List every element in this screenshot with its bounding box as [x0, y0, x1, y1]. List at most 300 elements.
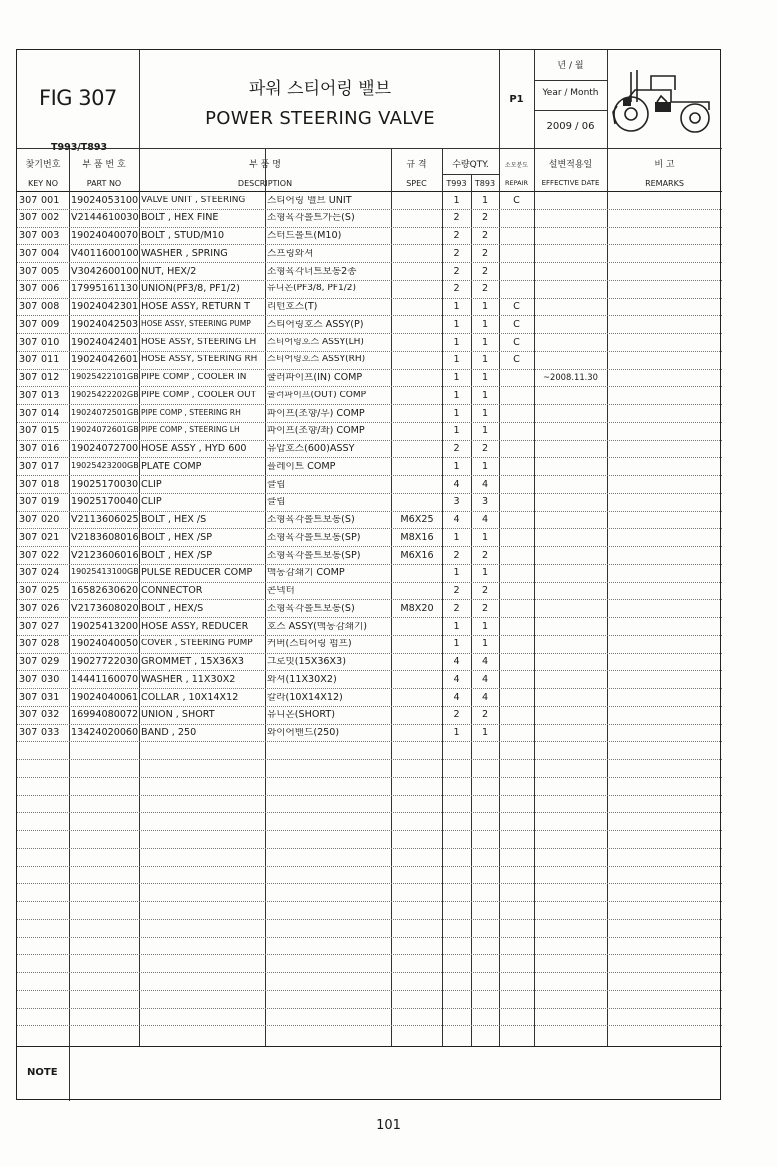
row-divider — [17, 919, 722, 920]
row-divider — [17, 422, 722, 423]
cell-part: 19024042503 — [71, 319, 139, 330]
cell-part: 19025422202GB — [71, 390, 139, 399]
row-divider — [17, 262, 722, 263]
cell-t993: 1 — [453, 568, 460, 578]
cell-t893: 3 — [481, 497, 489, 507]
cell-desc-ko: 클립 — [267, 497, 286, 507]
row-divider — [17, 227, 722, 228]
col-desc-ko: 부 품 명 — [249, 160, 281, 170]
cell-key: 028 — [41, 639, 60, 649]
cell-t893: 4 — [481, 515, 489, 525]
col-spec-ko: 규 격 — [406, 160, 427, 170]
cell-fig: 307 — [19, 302, 38, 312]
cell-part: 19027722030 — [71, 657, 139, 667]
row-divider — [17, 706, 722, 707]
cell-desc-en: PIPE COMP , STEERING RH — [141, 408, 241, 417]
row-divider — [17, 724, 722, 725]
cell-spec: M8X16 — [400, 532, 434, 543]
tractor-icon — [609, 62, 713, 142]
cell-part: 14441160070 — [71, 674, 139, 685]
cell-part: 19024040061 — [71, 692, 139, 703]
cell-fig: 307 — [19, 426, 38, 436]
year-month-label: Year / Month — [542, 88, 599, 98]
row-divider — [17, 759, 722, 760]
cell-part: 16582630620 — [71, 586, 139, 596]
row-divider — [17, 795, 722, 796]
cell-t893: 1 — [481, 728, 489, 738]
cell-fig: 307 — [19, 586, 38, 596]
cell-key: 015 — [41, 426, 60, 436]
cell-t893: 4 — [481, 674, 489, 685]
cell-desc-ko: 소형육각볼트보통(S) — [267, 515, 355, 525]
col-qty-t893: T893 — [474, 179, 496, 188]
cell-t993: 1 — [453, 337, 460, 348]
cell-fig: 307 — [19, 674, 38, 685]
cell-key: 031 — [41, 692, 60, 703]
cell-repair: C — [513, 337, 520, 348]
cell-desc-en: HOSE ASSY , HYD 600 — [141, 444, 247, 454]
row-divider — [17, 351, 722, 352]
cell-desc-ko: 소형육각볼트보통(SP) — [267, 532, 361, 543]
cell-fig: 307 — [19, 213, 38, 223]
cell-repair: C — [513, 355, 520, 365]
cell-desc-en: PULSE REDUCER COMP — [141, 568, 253, 578]
cell-key: 026 — [41, 603, 60, 614]
row-divider — [17, 972, 722, 973]
row-divider — [17, 901, 722, 902]
cell-t893: 1 — [481, 426, 489, 436]
cell-part: 19024040050 — [71, 639, 139, 649]
cell-t893: 2 — [481, 266, 489, 277]
cell-part: V2173608020 — [71, 603, 139, 614]
row-divider — [17, 493, 722, 494]
cell-desc-ko: 유니온(SHORT) — [267, 710, 335, 720]
cell-desc-ko: 스티어링 밸브 UNIT — [267, 195, 352, 206]
cell-desc-en: CLIP — [141, 479, 162, 490]
cell-desc-ko: 소형육각너트보통2종 — [267, 266, 357, 277]
cell-t893: 1 — [481, 373, 489, 383]
cell-desc-en: GROMMET , 15X36X3 — [141, 657, 244, 667]
cell-fig: 307 — [19, 195, 38, 206]
row-divider — [17, 369, 722, 370]
row-divider — [17, 617, 722, 618]
row-divider — [17, 990, 722, 991]
cell-key: 029 — [41, 657, 60, 667]
figure-number: FIG 307 — [39, 86, 117, 110]
cell-part: 19024042301 — [71, 302, 139, 312]
cell-repair: C — [513, 195, 520, 206]
page-number: 101 — [376, 1118, 401, 1133]
cell-desc-ko: 커버(스티어링 펌프) — [267, 639, 352, 649]
cell-t993: 1 — [453, 373, 460, 383]
cell-t993: 2 — [453, 710, 460, 720]
col-effective-ko: 설변적용일 — [548, 160, 593, 170]
cell-fig: 307 — [19, 639, 38, 649]
row-divider — [17, 244, 722, 245]
cell-desc-ko: 쿨러파이프(OUT) COMP — [267, 390, 367, 400]
row-divider — [17, 280, 722, 281]
cell-desc-ko: 스티어링호스 ASSY(LH) — [267, 337, 364, 347]
cell-desc-en: VALVE UNIT , STEERING — [141, 195, 246, 205]
cell-desc-ko: 리턴호스(T) — [267, 302, 318, 312]
cell-key: 014 — [41, 408, 60, 419]
cell-key: 008 — [41, 302, 60, 312]
cell-fig: 307 — [19, 319, 38, 330]
cell-t893: 2 — [481, 213, 489, 223]
cell-part: 19025423200GB — [71, 461, 139, 470]
issue-date: 2009 / 06 — [546, 121, 595, 132]
cell-desc-en: BOLT , HEX /S — [141, 515, 207, 525]
row-divider — [17, 315, 722, 316]
row-divider — [17, 688, 722, 689]
cell-fig: 307 — [19, 373, 38, 383]
cell-t993: 2 — [453, 603, 460, 614]
cell-part: V4011600100 — [71, 248, 139, 259]
cell-part: 16994080072 — [71, 710, 139, 720]
col-remarks-ko: 비 고 — [654, 160, 675, 170]
cell-t893: 2 — [481, 586, 489, 596]
cell-t993: 1 — [453, 728, 460, 738]
cell-t893: 2 — [481, 550, 489, 561]
cell-key: 032 — [41, 710, 60, 720]
row-divider — [17, 741, 722, 742]
col-qty: 수량QTY. — [452, 160, 489, 170]
cell-t893: 1 — [481, 639, 489, 649]
cell-fig: 307 — [19, 337, 38, 348]
cell-part: 13424020060 — [71, 728, 139, 738]
cell-desc-ko: 와셔(11X30X2) — [267, 674, 337, 685]
cell-key: 027 — [41, 621, 60, 632]
cell-desc-en: PIPE COMP , COOLER IN — [141, 373, 247, 382]
cell-t993: 2 — [453, 231, 460, 241]
row-divider — [17, 475, 722, 476]
cell-spec: M6X16 — [400, 550, 434, 561]
cell-desc-ko: 소형육각볼트보통(SP) — [267, 550, 361, 561]
cell-desc-en: CONNECTOR — [141, 586, 203, 596]
cell-spec: M8X20 — [400, 603, 434, 614]
cell-t893: 1 — [481, 408, 489, 419]
cell-t993: 4 — [453, 515, 460, 525]
cell-t993: 2 — [453, 213, 460, 223]
cell-t893: 1 — [481, 461, 489, 472]
row-divider — [17, 937, 722, 938]
cell-effective: ~2008.11.30 — [543, 373, 598, 382]
cell-key: 017 — [41, 461, 60, 472]
cell-desc-ko: 스티어링호스 ASSY(P) — [267, 319, 364, 330]
cell-t993: 2 — [453, 266, 460, 277]
cell-t993: 2 — [453, 586, 460, 596]
row-divider — [17, 386, 722, 387]
cell-part: 19024042601 — [71, 355, 139, 365]
row-divider — [17, 599, 722, 600]
col-repair: REPAIR — [504, 179, 528, 187]
cell-desc-ko: 소형육각볼트가는(S) — [267, 213, 355, 223]
cell-fig: 307 — [19, 266, 38, 277]
cell-t993: 1 — [453, 302, 460, 312]
cell-desc-ko: 맥동감쇄기 COMP — [267, 568, 345, 578]
cell-key: 010 — [41, 337, 60, 348]
cell-desc-ko: 쿨러파이프(IN) COMP — [267, 373, 363, 383]
page-code: P1 — [509, 94, 524, 105]
cell-desc-ko: 콘넥터 — [267, 586, 295, 596]
cell-fig: 307 — [19, 728, 38, 738]
cell-t993: 4 — [453, 674, 460, 685]
cell-t993: 3 — [453, 497, 460, 507]
cell-key: 019 — [41, 497, 60, 507]
cell-fig: 307 — [19, 390, 38, 401]
cell-t993: 1 — [453, 390, 460, 401]
row-divider — [17, 653, 722, 654]
cell-desc-en: BOLT , HEX /SP — [141, 532, 213, 543]
cell-part: 19025170030 — [71, 479, 139, 490]
cell-t993: 1 — [453, 355, 460, 365]
cell-desc-ko: 그로밋(15X36X3) — [267, 657, 346, 667]
col-effective-date: EFFECTIVE DATE — [541, 179, 600, 187]
cell-spec: M6X25 — [400, 515, 434, 525]
row-divider — [17, 298, 722, 299]
cell-fig: 307 — [19, 497, 38, 507]
cell-key: 009 — [41, 319, 60, 330]
cell-part: 19024053100 — [71, 195, 139, 206]
cell-t993: 2 — [453, 444, 460, 454]
cell-part: 19024072601GB — [71, 426, 139, 435]
title-korean: 파워 스티어링 밸브 — [248, 79, 392, 99]
row-divider — [17, 830, 722, 831]
cell-t993: 4 — [453, 657, 460, 667]
cell-fig: 307 — [19, 444, 38, 454]
cell-fig: 307 — [19, 479, 38, 490]
cell-t993: 1 — [453, 532, 460, 543]
row-divider — [17, 546, 722, 547]
cell-desc-ko: 스터드볼트(M10) — [267, 231, 342, 241]
row-divider — [17, 528, 722, 529]
cell-fig: 307 — [19, 568, 38, 578]
col-remarks: REMARKS — [645, 179, 684, 188]
cell-repair: C — [513, 302, 520, 312]
row-divider — [17, 582, 722, 583]
cell-t893: 1 — [481, 568, 489, 578]
row-divider — [17, 564, 722, 565]
cell-t893: 4 — [481, 479, 489, 490]
cell-part: 19024040070 — [71, 231, 139, 241]
cell-desc-ko: 파이프(조향/좌) COMP — [267, 426, 365, 436]
cell-desc-en: HOSE ASSY, STEERING RH — [141, 355, 258, 365]
cell-fig: 307 — [19, 692, 38, 703]
cell-key: 011 — [41, 355, 60, 365]
cell-desc-ko: 호스 ASSY(맥동감쇄기) — [267, 621, 368, 632]
row-divider — [17, 333, 722, 334]
cell-t993: 1 — [453, 639, 460, 649]
cell-desc-ko: 유압호스(600)ASSY — [267, 444, 355, 454]
cell-t893: 1 — [481, 319, 489, 330]
cell-desc-en: BOLT , STUD/M10 — [141, 231, 225, 241]
cell-desc-en: BOLT , HEX/S — [141, 603, 204, 614]
col-qty-t993: T993 — [446, 179, 467, 188]
cell-desc-ko: 파이프(조향/우) COMP — [267, 408, 365, 419]
cell-t993: 2 — [453, 284, 460, 294]
cell-key: 033 — [41, 728, 60, 738]
cell-desc-ko: 와이어밴드(250) — [267, 728, 340, 738]
cell-key: 004 — [41, 248, 60, 259]
cell-desc-ko: 클립 — [267, 479, 286, 490]
cell-t893: 4 — [481, 657, 489, 667]
cell-part: V2183608016 — [71, 532, 139, 543]
cell-desc-en: HOSE ASSY, STEERING PUMP — [141, 319, 251, 328]
col-key-ko: 찾기번호 — [25, 160, 61, 170]
title-english: POWER STEERING VALVE — [205, 108, 435, 129]
cell-desc-en: PIPE COMP , COOLER OUT — [141, 390, 257, 400]
cell-part: 19025413100GB — [71, 568, 139, 577]
cell-part: 19025413200 — [71, 621, 139, 632]
cell-part: 19024072700 — [71, 444, 139, 454]
cell-t893: 2 — [481, 710, 489, 720]
cell-desc-en: PIPE COMP , STEERING LH — [141, 426, 240, 434]
cell-desc-en: BOLT , HEX FINE — [141, 213, 219, 223]
cell-t893: 1 — [481, 195, 489, 206]
col-description: DESCRIPTION — [237, 179, 293, 188]
cell-desc-en: WASHER , 11X30X2 — [141, 674, 236, 685]
note-label: NOTE — [27, 1067, 58, 1078]
cell-fig: 307 — [19, 248, 38, 259]
cell-key: 024 — [41, 568, 60, 578]
cell-t893: 2 — [481, 248, 489, 259]
cell-key: 002 — [41, 213, 60, 223]
cell-desc-en: COVER , STEERING PUMP — [141, 639, 253, 649]
cell-desc-en: HOSE ASSY, REDUCER — [141, 621, 249, 632]
cell-t893: 1 — [481, 355, 489, 365]
cell-desc-en: UNION(PF3/8, PF1/2) — [141, 284, 240, 294]
cell-t993: 1 — [453, 426, 460, 436]
cell-fig: 307 — [19, 515, 38, 525]
cell-t893: 4 — [481, 692, 489, 703]
cell-key: 012 — [41, 373, 60, 383]
cell-part: 19025170040 — [71, 497, 139, 507]
cell-part: V2123606016 — [71, 550, 139, 561]
cell-t993: 1 — [453, 621, 460, 632]
cell-key: 013 — [41, 390, 60, 401]
cell-t893: 1 — [481, 337, 489, 348]
cell-part: 19024042401 — [71, 337, 139, 348]
cell-desc-en: NUT, HEX/2 — [141, 266, 197, 277]
cell-desc-en: COLLAR , 10X14X12 — [141, 692, 239, 703]
cell-key: 021 — [41, 532, 60, 543]
cell-repair: C — [513, 319, 520, 330]
row-divider — [17, 511, 722, 512]
cell-t993: 1 — [453, 408, 460, 419]
row-divider — [17, 777, 722, 778]
cell-part: 17995161130 — [71, 284, 139, 294]
cell-key: 030 — [41, 674, 60, 685]
cell-desc-en: WASHER , SPRING — [141, 248, 228, 259]
col-repair-ko: 소모분도 — [504, 162, 529, 169]
cell-t893: 2 — [481, 444, 489, 454]
cell-t993: 4 — [453, 479, 460, 490]
cell-key: 003 — [41, 231, 60, 241]
cell-key: 001 — [41, 195, 60, 206]
cell-desc-en: HOSE ASSY, RETURN T — [141, 302, 251, 312]
row-divider — [17, 209, 722, 210]
col-key: KEY NO — [27, 179, 58, 188]
cell-fig: 307 — [19, 355, 38, 365]
cell-desc-en: BAND , 250 — [141, 728, 197, 738]
col-part-ko: 부 품 번 호 — [82, 160, 126, 170]
row-divider — [17, 1008, 722, 1009]
cell-desc-en: UNION , SHORT — [141, 710, 215, 720]
cell-fig: 307 — [19, 550, 38, 561]
cell-key: 025 — [41, 586, 60, 596]
cell-fig: 307 — [19, 408, 38, 419]
cell-fig: 307 — [19, 603, 38, 614]
cell-fig: 307 — [19, 284, 38, 294]
year-month-korean: 년 / 월 — [557, 61, 584, 71]
cell-key: 018 — [41, 479, 60, 490]
cell-key: 016 — [41, 444, 60, 454]
cell-fig: 307 — [19, 231, 38, 241]
cell-t993: 1 — [453, 461, 460, 472]
row-divider — [17, 1025, 722, 1026]
cell-part: 19024072501GB — [71, 408, 139, 417]
cell-desc-ko: 유니온(PF3/8, PF1/2) — [267, 284, 357, 294]
cell-desc-ko: 소형육각볼트보통(S) — [267, 603, 355, 614]
cell-fig: 307 — [19, 532, 38, 543]
row-divider — [17, 440, 722, 441]
cell-desc-en: PLATE COMP — [141, 461, 202, 472]
cell-t893: 2 — [481, 231, 489, 241]
cell-desc-en: BOLT , HEX /SP — [141, 550, 213, 561]
row-divider — [17, 812, 722, 813]
cell-desc-ko: 플레이트 COMP — [267, 461, 336, 472]
cell-desc-ko: 스프링와셔 — [267, 248, 314, 259]
cell-t993: 4 — [453, 692, 460, 703]
cell-t893: 2 — [481, 603, 489, 614]
row-divider — [17, 457, 722, 458]
cell-desc-ko: 칼라(10X14X12) — [267, 692, 343, 703]
cell-t893: 1 — [481, 532, 489, 543]
cell-part: V3042600100 — [71, 266, 139, 277]
cell-fig: 307 — [19, 657, 38, 667]
cell-desc-ko: 스티어링호스 ASSY(RH) — [267, 355, 366, 365]
cell-key: 006 — [41, 284, 60, 294]
model-label: T993/T893 — [51, 142, 108, 153]
cell-part: V2144610030 — [71, 213, 139, 223]
cell-t993: 1 — [453, 319, 460, 330]
cell-key: 020 — [41, 515, 60, 525]
cell-desc-en: CLIP — [141, 497, 162, 507]
row-divider — [17, 883, 722, 884]
cell-t993: 2 — [453, 550, 460, 561]
cell-key: 005 — [41, 266, 60, 277]
cell-key: 022 — [41, 550, 60, 561]
parts-sheet — [16, 49, 721, 1100]
cell-fig: 307 — [19, 710, 38, 720]
col-part: PART NO — [86, 179, 122, 188]
row-divider — [17, 404, 722, 405]
row-divider — [17, 670, 722, 671]
cell-t893: 1 — [481, 621, 489, 632]
row-divider — [17, 954, 722, 955]
cell-t893: 1 — [481, 302, 489, 312]
cell-fig: 307 — [19, 461, 38, 472]
cell-t993: 2 — [453, 248, 460, 259]
cell-t893: 2 — [481, 284, 489, 294]
row-divider — [17, 848, 722, 849]
row-divider — [17, 635, 722, 636]
row-divider — [17, 866, 722, 867]
col-spec: SPEC — [406, 179, 427, 188]
cell-t993: 1 — [453, 195, 460, 206]
cell-part: 19025422101GB — [71, 373, 139, 381]
cell-fig: 307 — [19, 621, 38, 632]
